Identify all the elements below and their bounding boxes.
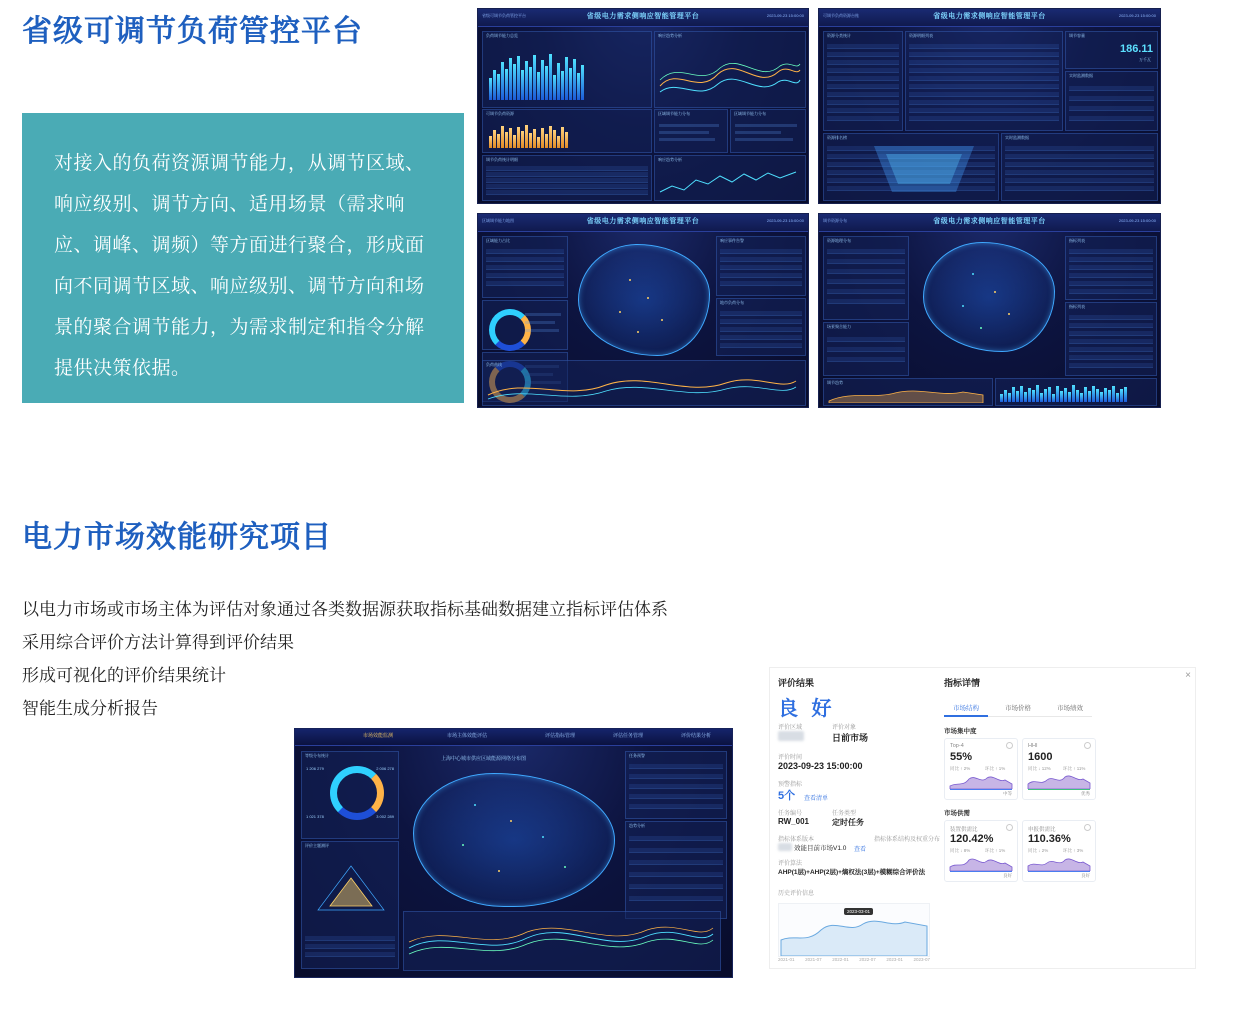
panel-title: 趋势分析 bbox=[629, 823, 645, 828]
panel-response-trend[interactable] bbox=[654, 31, 806, 108]
panel-title: 任务预警 bbox=[629, 753, 645, 758]
map-caption: 上海中心城市供应区域能源网络分布图 bbox=[441, 756, 527, 762]
panel-capacity-kpi[interactable] bbox=[1065, 31, 1158, 69]
metric-card-top4[interactable] bbox=[944, 738, 1018, 800]
metric-yoy: 同比 ↓ 2% bbox=[1028, 848, 1049, 853]
dashboard-screenshot-1[interactable] bbox=[477, 8, 809, 204]
report-left-title: 评价结果 bbox=[778, 678, 815, 688]
field-label-tasktype: 任务类型 bbox=[832, 811, 857, 817]
wave-chart bbox=[407, 918, 715, 964]
metric-bar bbox=[950, 871, 1012, 873]
panel-title: 调节趋势 bbox=[827, 380, 843, 385]
dashboard-screenshot-4[interactable] bbox=[818, 213, 1161, 408]
panel-title: 评价主题测评 bbox=[305, 843, 329, 848]
panel-title: 可调节负荷资源 bbox=[486, 111, 514, 116]
panel-title: 资源地理分布 bbox=[827, 238, 851, 243]
dashboard-canvas bbox=[478, 214, 808, 407]
page-title: 省级可调节负荷管控平台 bbox=[22, 15, 363, 48]
xtick: 2021-01 bbox=[778, 957, 795, 962]
metric-card-hhi[interactable] bbox=[1022, 738, 1096, 800]
grade-value: 1 021 378 bbox=[306, 814, 324, 819]
panel-title: 实时监测数据 bbox=[1005, 135, 1029, 140]
grade-value: 2 006 278 bbox=[376, 766, 394, 771]
dashboard-header bbox=[295, 729, 732, 746]
section2-title: 电力市场效能研究项目 bbox=[22, 521, 332, 554]
field-value-warning: 5个 bbox=[778, 790, 796, 802]
warning-detail-link[interactable]: 查看清单 bbox=[804, 796, 829, 802]
metric-mom: 环比 ↑ 1% bbox=[985, 766, 1006, 771]
field-label-indexversion: 指标体系版本 bbox=[778, 837, 815, 843]
panel-title: 调节负荷统计明细 bbox=[486, 157, 518, 162]
line-chart bbox=[658, 168, 802, 198]
indicator-tabs bbox=[944, 694, 1092, 716]
xtick: 2022-07 bbox=[859, 957, 876, 962]
panel-title: 指标列表 bbox=[1069, 238, 1085, 243]
dashboard-screenshot-2[interactable] bbox=[818, 8, 1161, 204]
section-provincial-platform bbox=[0, 0, 1245, 430]
history-xaxis bbox=[778, 957, 930, 962]
panel-title: 响应趋势分析 bbox=[658, 33, 682, 38]
xtick: 2023-01 bbox=[886, 957, 903, 962]
group-label-concentration: 市场集中度 bbox=[944, 728, 977, 735]
metric-sparkline bbox=[949, 772, 1013, 789]
dashboard-right-tag: 2023-09-23 15:00:00 bbox=[1118, 13, 1156, 18]
panel-title: 调节容量 bbox=[1069, 33, 1085, 38]
report-right-title: 指标详情 bbox=[944, 678, 981, 688]
field-label-taskno: 任务编号 bbox=[778, 811, 803, 817]
panel-adjustable-resources[interactable] bbox=[482, 109, 652, 153]
metric-card-declared-ratio[interactable] bbox=[1022, 820, 1096, 882]
field-label-weights: 指标体系结构及权重分布 bbox=[874, 837, 941, 843]
radar-chart bbox=[316, 864, 386, 926]
panel-scene-capacity[interactable] bbox=[823, 322, 909, 376]
panel-resource-ranking[interactable] bbox=[823, 133, 999, 201]
dashboard-left-tag: 区域调节能力地图 bbox=[482, 218, 514, 223]
dashboard-title: 省级电力需求侧响应智能管理平台 bbox=[933, 13, 1046, 20]
field-label-warning: 预警指标 bbox=[778, 782, 803, 788]
region-map[interactable] bbox=[923, 242, 1055, 352]
panel-title: 等级分布统计 bbox=[305, 753, 329, 758]
dashboard-title: 省级电力需求侧响应智能管理平台 bbox=[586, 13, 700, 20]
field-label-algorithm: 评价算法 bbox=[778, 861, 803, 867]
panel-title: 区域能力占比 bbox=[486, 238, 510, 243]
metric-name: 申报供需比 bbox=[1028, 827, 1056, 833]
metric-name: Top-4 bbox=[950, 743, 964, 749]
dashboard-screenshot-3[interactable] bbox=[477, 213, 809, 408]
panel-title: 区域调节能力分布 bbox=[734, 111, 766, 116]
metric-value: 120.42% bbox=[950, 833, 994, 845]
bullet-item: 以电力市场或市场主体为评估对象通过各类数据源获取指标基础数据建立指标评估体系 bbox=[22, 600, 668, 619]
market-dashboard-screenshot[interactable] bbox=[294, 728, 733, 978]
bullet-item: 智能生成分析报告 bbox=[22, 699, 158, 718]
metric-sparkline bbox=[1027, 772, 1091, 789]
panel-task-alert[interactable] bbox=[625, 751, 727, 819]
field-value-object: 日前市场 bbox=[832, 733, 869, 743]
panel-title: 地市负荷分布 bbox=[720, 300, 744, 305]
panel-resource-category[interactable] bbox=[823, 31, 903, 131]
panel-title: 场景聚合能力 bbox=[827, 324, 851, 329]
panel-region-ratio[interactable] bbox=[482, 236, 568, 298]
bullet-list bbox=[22, 593, 668, 725]
info-icon[interactable] bbox=[1084, 824, 1091, 831]
field-label-object: 评价对象 bbox=[832, 725, 857, 731]
metric-value: 110.36% bbox=[1028, 833, 1071, 845]
dashboard-canvas bbox=[478, 9, 808, 203]
evaluation-report-card bbox=[770, 668, 1195, 968]
panel-title: 资源明细列表 bbox=[909, 33, 933, 38]
metric-bar bbox=[1028, 871, 1090, 873]
panel-city-load[interactable] bbox=[716, 298, 806, 356]
funnel-chart bbox=[864, 144, 984, 196]
bar-chart-secondary bbox=[489, 124, 568, 148]
dashboard-left-tag: 可调节负荷资源台账 bbox=[823, 13, 859, 18]
xtick: 2021-07 bbox=[805, 957, 822, 962]
field-value-region-masked bbox=[778, 731, 804, 741]
donut-chart bbox=[330, 766, 384, 820]
info-icon[interactable] bbox=[1006, 742, 1013, 749]
metric-yoy: 同比 ↓ 8% bbox=[950, 848, 971, 853]
close-icon[interactable]: × bbox=[1185, 670, 1191, 681]
panel-monitor-table[interactable] bbox=[1001, 133, 1158, 201]
panel-alarm-list[interactable] bbox=[716, 236, 806, 296]
panel-title: 负荷曲线 bbox=[486, 362, 502, 367]
metric-tag: 良好 bbox=[1081, 873, 1090, 878]
tab-active-underline bbox=[944, 715, 988, 717]
metric-tag: 中等 bbox=[1003, 791, 1012, 796]
panel-load-overview[interactable] bbox=[482, 31, 652, 108]
field-value-algorithm: AHP(1层)+AHP(2层)+熵权法(3层)+模糊综合评价法 bbox=[778, 869, 926, 876]
dashboard-right-tag: 2023-09-23 15:00:00 bbox=[1118, 218, 1156, 223]
metric-name: HHI bbox=[1028, 743, 1038, 749]
version-detail-link[interactable]: 查看 bbox=[854, 847, 867, 853]
panel-title: 资源分类统计 bbox=[827, 33, 851, 38]
kpi-unit: 万千瓦 bbox=[1139, 57, 1151, 62]
panel-line-chart[interactable] bbox=[654, 155, 806, 201]
metric-card-installed-ratio[interactable] bbox=[944, 820, 1018, 882]
bullet-item: 形成可视化的评价结果统计 bbox=[22, 666, 226, 685]
field-label-region: 评价区域 bbox=[778, 725, 803, 731]
tab-market-performance[interactable]: 市场绩效 bbox=[1057, 705, 1083, 712]
field-value-tasktype: 定时任务 bbox=[832, 818, 864, 827]
wave-chart bbox=[486, 371, 800, 403]
panel-index-list-2[interactable] bbox=[1065, 302, 1157, 376]
xtick: 2022-01 bbox=[832, 957, 849, 962]
panel-title: 实时监测数据 bbox=[1069, 73, 1093, 78]
metric-value: 1600 bbox=[1028, 751, 1053, 763]
tab-market-monitor[interactable]: 市场效能监测 bbox=[363, 733, 394, 739]
metric-mom: 环比 ↑ 11% bbox=[1063, 766, 1086, 771]
metric-value: 55% bbox=[950, 751, 973, 763]
group-label-supply-demand: 市场供需 bbox=[944, 810, 970, 817]
tab-task-mgmt[interactable]: 评估任务管理 bbox=[613, 733, 644, 739]
panel-resource-geo-filter[interactable] bbox=[823, 236, 909, 320]
panel-trend-analysis[interactable] bbox=[625, 821, 727, 919]
metric-sparkline bbox=[949, 854, 1013, 871]
info-icon[interactable] bbox=[1006, 824, 1013, 831]
trend-chart bbox=[658, 46, 802, 102]
metric-mom: 环比 ↑ 1% bbox=[985, 848, 1006, 853]
metric-bar bbox=[1028, 789, 1090, 791]
panel-region-capacity-2[interactable] bbox=[730, 109, 806, 153]
grade-value: 1 206 279 bbox=[306, 766, 324, 771]
dashboard-left-tag: 省级可调节负荷管控平台 bbox=[482, 13, 526, 18]
tab-entity-eval[interactable]: 市场主体效能评估 bbox=[447, 733, 488, 739]
region-map[interactable] bbox=[578, 244, 710, 356]
panel-direction-donut-1[interactable] bbox=[482, 300, 568, 350]
panel-region-capacity[interactable] bbox=[654, 109, 728, 153]
grade-value: 良 好 bbox=[778, 698, 836, 720]
panel-title: 区域调节能力分布 bbox=[658, 111, 690, 116]
panel-adjust-trend[interactable] bbox=[823, 378, 993, 406]
field-label-time: 评价时间 bbox=[778, 755, 803, 761]
metric-sparkline bbox=[1027, 854, 1091, 871]
info-icon[interactable] bbox=[1084, 742, 1091, 749]
bar-chart bbox=[1000, 384, 1127, 402]
dashboard-title: 省级电力需求侧响应智能管理平台 bbox=[586, 218, 700, 225]
panel-index-list[interactable] bbox=[1065, 236, 1157, 300]
dashboard-left-tag: 调节资源分布 bbox=[823, 218, 847, 223]
metric-mom: 环比 ↑ 3% bbox=[1063, 848, 1084, 853]
kpi-value: 186.11 bbox=[1119, 43, 1153, 55]
dashboard-right-tag: 2023-09-23 15:00:00 bbox=[766, 13, 804, 18]
panel-load-detail-table[interactable] bbox=[482, 155, 652, 201]
panel-title: 响应趋势分析 bbox=[658, 157, 682, 162]
field-value-taskno: RW_001 bbox=[778, 817, 809, 826]
bar-chart bbox=[489, 50, 584, 100]
tab-market-price[interactable]: 市场价格 bbox=[1005, 705, 1031, 712]
metric-yoy: 同比 ↓ 12% bbox=[1028, 766, 1051, 771]
panel-grade-distribution[interactable] bbox=[301, 751, 399, 839]
field-value-version-masked bbox=[778, 843, 792, 851]
tab-index-mgmt[interactable]: 评估指标管理 bbox=[545, 733, 576, 739]
field-value-time: 2023-09-23 15:00:00 bbox=[778, 761, 863, 771]
panel-title: 资源排名榜 bbox=[827, 135, 847, 140]
dashboard-right-tag: 2023-09-23 15:00:00 bbox=[766, 218, 804, 223]
dashboard-canvas bbox=[819, 214, 1160, 407]
panel-theme-eval[interactable] bbox=[301, 841, 399, 969]
panel-wave-chart[interactable] bbox=[403, 911, 721, 971]
field-value-version: 效能目前市场V1.0 bbox=[794, 845, 847, 852]
xtick: 2023-07 bbox=[913, 957, 930, 962]
tab-market-structure[interactable]: 市场结构 bbox=[953, 705, 979, 712]
panel-title: 响应事件告警 bbox=[720, 238, 744, 243]
metric-tag: 良好 bbox=[1003, 873, 1012, 878]
metric-yoy: 同比 ↑ 2% bbox=[950, 766, 971, 771]
panel-resource-table[interactable] bbox=[905, 31, 1063, 131]
history-tooltip: 2023-03-01 bbox=[844, 908, 873, 915]
panel-title: 指标列表 bbox=[1069, 304, 1085, 309]
panel-load-bars[interactable] bbox=[995, 378, 1157, 406]
metric-bar bbox=[950, 789, 1012, 791]
metric-tag: 优秀 bbox=[1081, 791, 1090, 796]
dashboard-canvas bbox=[819, 9, 1160, 203]
tab-result-analysis[interactable]: 评价结果分析 bbox=[681, 733, 712, 739]
panel-load-curve[interactable] bbox=[482, 360, 806, 406]
dashboard-title: 省级电力需求侧响应智能管理平台 bbox=[933, 218, 1046, 225]
grade-value: 3 002 289 bbox=[376, 814, 394, 819]
trend-area-chart bbox=[827, 387, 987, 403]
panel-realtime-monitor[interactable] bbox=[1065, 71, 1158, 131]
bullet-item: 采用综合评价方法计算得到评价结果 bbox=[22, 633, 294, 652]
screenshot-gallery bbox=[477, 8, 1159, 406]
metric-name: 装置供需比 bbox=[950, 827, 978, 833]
description-box: 对接入的负荷资源调节能力，从调节区域、响应级别、调节方向、适用场景（需求响应、调峰、调频）等方面进行聚合，形成面向不同调节区域、响应级别、调节方向和场景的聚合调节能力，为需求制定和指令分解提供决策依据。 bbox=[22, 113, 464, 403]
field-label-history: 历史评价信息 bbox=[778, 891, 815, 897]
panel-title: 负荷调节能力总览 bbox=[486, 33, 518, 38]
